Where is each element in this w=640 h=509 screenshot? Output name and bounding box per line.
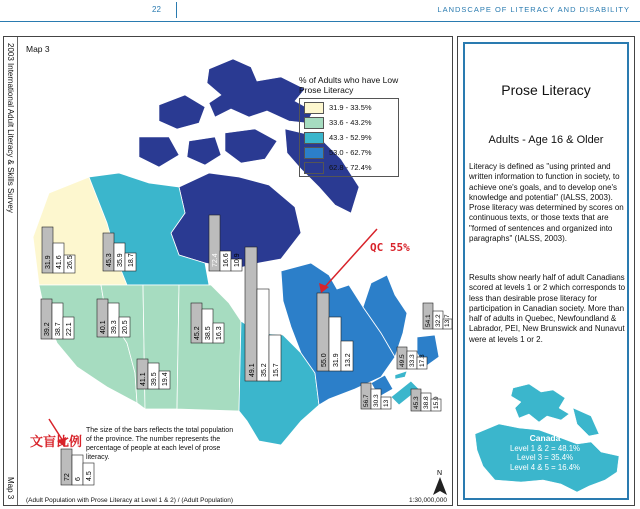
legend-swatch [304,162,324,174]
legend-label: 53.0 - 62.7% [329,148,372,157]
bar-value: 30.3 [373,394,380,407]
side-label-map: Map 3 [6,476,15,499]
canada-summary-line: Level 3 = 35.4% [516,453,574,462]
bar-value: 45.2 [194,326,201,340]
bar-value: 16.6 [223,253,230,267]
bar-value: 45.3 [413,396,420,409]
north-arrow-icon [433,470,447,495]
bar-value: 13.2 [345,353,352,367]
bar-value: 15.7 [273,363,280,377]
region-nunavut-island-3 [225,129,277,163]
bar-value: 10.9 [234,253,241,267]
info-paragraph-results: Results show nearly half of adult Canadians scored at levels 1 or 2 which corresponds to less than desirable prose literacy for participation in Canadian society. More than half of adults in Quebec, Newfoundland & Labrador, PEI, New Brunswick and Nunavut were at levels 1 or 2. [469,273,626,344]
side-label [4,37,18,505]
info-subtitle: Adults - Age 16 & Older [488,134,604,146]
legend-label: 33.6 - 43.2% [329,118,372,127]
bars-ontario [245,247,281,381]
header-title: LANDSCAPE OF LITERACY AND DISABILITY [437,5,630,14]
annotation-arrow-qc [323,229,377,289]
canada-summary-line: Level 1 & 2 = 48.1% [509,443,580,453]
bar-value: 16.3 [216,326,223,340]
legend-label: 31.9 - 33.5% [329,103,372,112]
map-label: Map 3 [26,44,50,54]
annotation-illiteracy: 文盲比例 [30,435,83,450]
info-panel [457,36,635,506]
bar-value: 4.5 [86,471,93,481]
legend-item [304,160,394,175]
legend [299,75,419,177]
bar-value: 17.3 [419,354,426,367]
bar-value: 40.1 [100,320,107,334]
bar-value: 18.7 [128,253,135,267]
bars-nova-scotia [411,389,441,411]
bar-value: 6 [75,477,82,481]
legend-label: 43.3 - 52.9% [329,133,372,142]
info-paragraph-definition: Literacy is defined as "using printed and written information to function in society, to achieve one's goals, and to develop one's knowledge and potential" (IALSS, 2003). Prose literacy was determined by scores on continuous texts, or those texts that are "formed of sentences and organized into paragraphs" (IALSS, 2003). [469,162,624,244]
bar-value: 22.1 [66,322,73,336]
bar-value: 39.5 [151,372,158,386]
legend-title: % of Adults who have Low Prose Literacy [299,75,399,95]
region-nunavut-islands [207,59,313,123]
bar-value: 32.2 [435,314,442,327]
legend-swatch [304,147,324,159]
bar-value: 33.3 [409,354,416,367]
bar-value: 35.9 [117,253,124,267]
legend-item [304,130,394,145]
bar-value: 38.5 [205,326,212,340]
bar-value: 49.5 [399,354,406,367]
info-box [463,42,629,500]
north-label: N [437,470,443,477]
bar-value: 39.2 [44,322,51,336]
bars-newfoundland [423,303,452,329]
bar-value: 39.3 [111,320,118,334]
bar-value: 45.3 [106,253,113,267]
canada-summary-line: Level 4 & 5 = 16.4% [509,462,580,472]
bar-value: 31.9 [333,353,340,367]
bar-value: 72 [64,473,71,481]
bar-value: 13 [383,399,390,407]
bar-value: 38.8 [423,396,430,409]
legend-box [299,98,399,177]
legend-label: 62.8 - 72.4% [329,163,372,172]
bar-value: 26.5 [67,255,74,269]
bar-value: 41.1 [140,372,147,386]
map-panel [3,36,453,506]
legend-swatch [304,117,324,129]
annotation-qc: QC 55% [370,241,410,254]
region-nunavut-island-5 [187,137,221,165]
info-title: Prose Literacy [501,82,591,98]
page-header [0,0,640,22]
bar-value: 20.5 [122,320,129,334]
region-nunavut-island-2 [159,95,205,129]
bar-value: 38.7 [55,322,62,336]
bar-value: 55.0 [321,353,328,367]
bar-value: 49.1 [249,363,256,377]
canada-summary [475,434,615,472]
legend-swatch [304,102,324,114]
bar [245,247,257,381]
bar-value: 35.2 [261,363,268,377]
bar-value: 56.7 [363,394,370,407]
region-pei [395,371,407,379]
legend-item [304,100,394,115]
region-saskatchewan [143,285,179,409]
header-divider [176,2,177,18]
bar-note: The size of the bars reflects the total population of the province. The number represents the percentage of people at each level of prose literacy. [86,427,234,461]
legend-item [304,145,394,160]
bar-value: 19.4 [162,372,169,386]
legend-swatch [304,132,324,144]
bar-value: 31.9 [45,255,52,269]
bar-value: 13.7 [444,314,451,327]
region-nunavut-island-4 [139,137,179,167]
bar-value: 15.9 [433,396,440,409]
bar-value: 41.6 [56,255,63,269]
bar-value: 54.1 [425,314,432,327]
side-label-survey: 2003 International Adult Literacy & Skills Survey [6,43,15,213]
scale-label: 1:30,000,000 [409,497,447,504]
region-manitoba [177,285,241,411]
canada-summary-title: Canada [529,433,561,443]
bar-value: 72.4 [212,253,219,267]
page-number: 22 [152,5,161,14]
legend-item [304,115,394,130]
footnote: (Adult Population with Prose Literacy at Level 1 & 2) / (Adult Population) [26,497,234,504]
